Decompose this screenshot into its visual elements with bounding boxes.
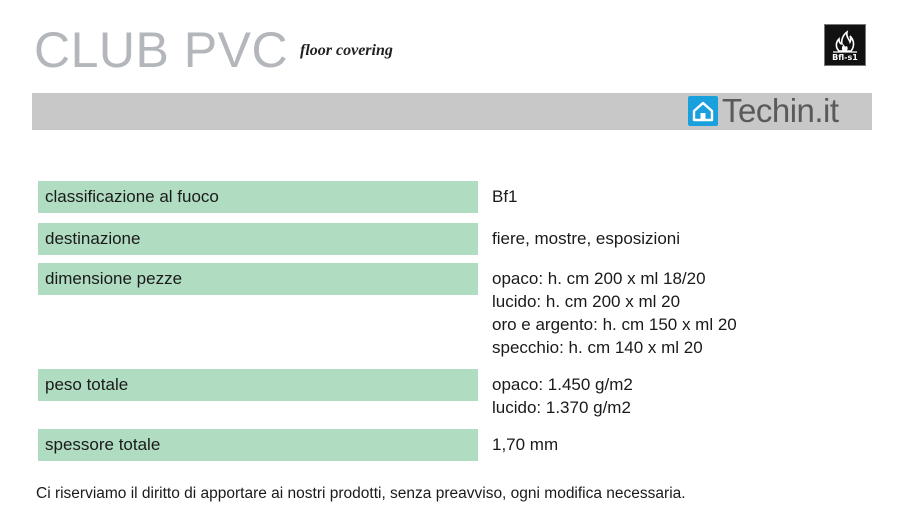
spec-value (492, 429, 558, 456)
spec-value-line: Bf1 (492, 187, 518, 206)
spec-value (492, 369, 633, 419)
spec-value (492, 263, 737, 359)
spec-row-classificazione (38, 181, 878, 213)
fire-class-badge (824, 24, 866, 66)
brand-name: Techin.it (722, 92, 839, 129)
house-icon (688, 96, 718, 126)
spec-label: destinazione (38, 223, 478, 255)
spec-label: dimensione pezze (38, 263, 478, 295)
spec-value (492, 223, 680, 250)
brand-logo[interactable] (688, 94, 839, 128)
spec-value-line: lucido: 1.370 g/m2 (492, 398, 631, 417)
spec-value-line: specchio: h. cm 140 x ml 20 (492, 338, 703, 357)
spec-row-peso (38, 369, 878, 419)
spec-label: spessore totale (38, 429, 478, 461)
spec-value-line: lucido: h. cm 200 x ml 20 (492, 292, 681, 311)
spec-value-line: opaco: h. cm 200 x ml 18/20 (492, 269, 706, 288)
spec-label: peso totale (38, 369, 478, 401)
spec-row-destinazione (38, 223, 878, 255)
page-title: CLUB PVC (34, 22, 289, 78)
spec-label: classificazione al fuoco (38, 181, 478, 213)
fire-class-label: Bfl-s1 (832, 53, 858, 62)
spec-value-line: oro e argento: h. cm 150 x ml 20 (492, 315, 737, 334)
spec-value-line: fiere, mostre, esposizioni (492, 229, 681, 248)
spec-value-line: 1,70 mm (492, 435, 559, 454)
spec-row-dimensione (38, 263, 878, 359)
spec-table (38, 181, 878, 471)
spec-value-line: opaco: 1.450 g/m2 (492, 375, 633, 394)
fire-class-icon (825, 25, 865, 55)
disclaimer-text: Ci riserviamo il diritto di apportare ai nostri prodotti, senza preavviso, ogni modifica necessaria. (36, 485, 686, 502)
spec-row-spessore (38, 429, 878, 461)
page-subtitle: floor covering (300, 42, 393, 59)
spec-value (492, 181, 518, 208)
